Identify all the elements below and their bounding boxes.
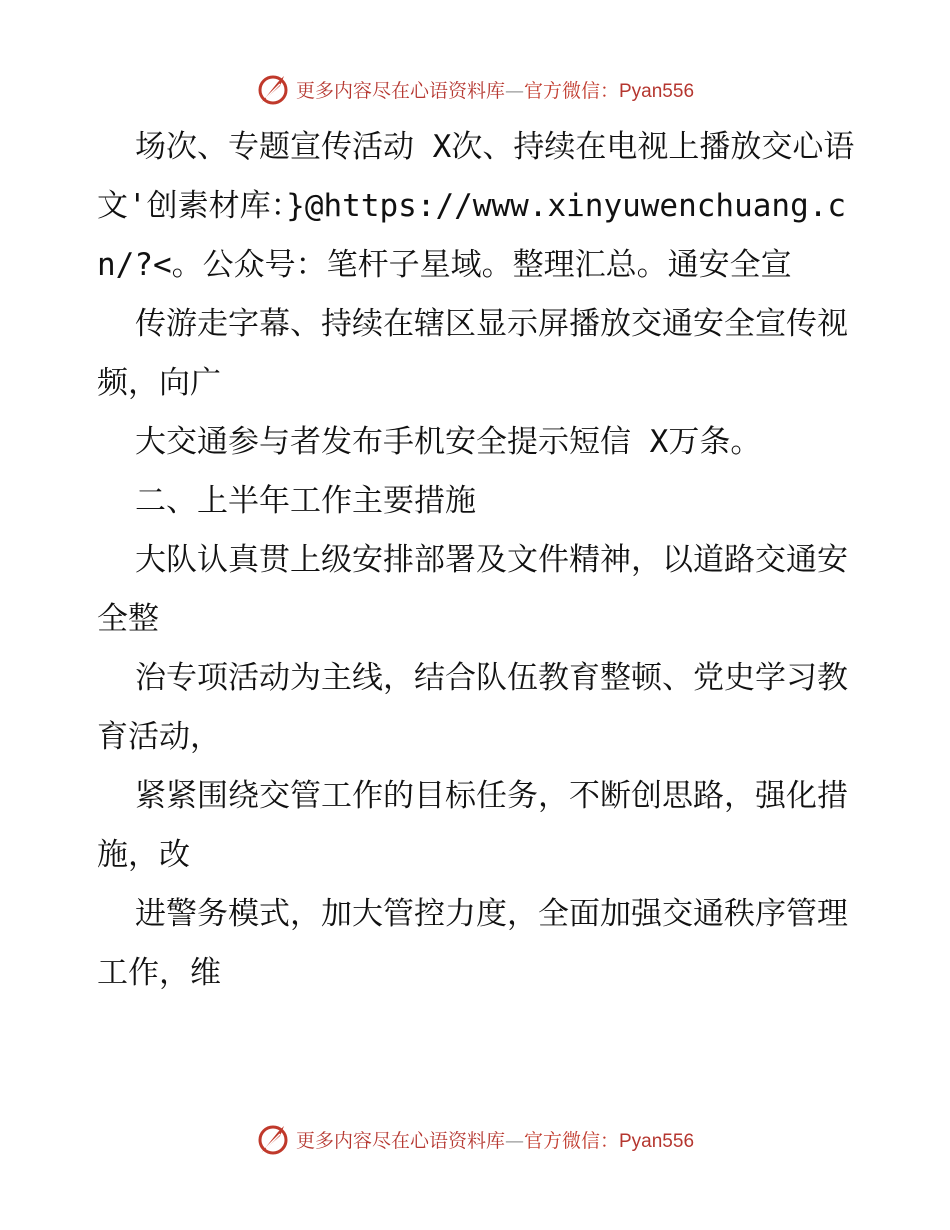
paragraph-6: 治专项活动为主线，结合队伍教育整顿、党史学习教育活动， [97, 660, 848, 755]
paragraph-2: 传游走字幕、持续在辖区显示屏播放交通安全宣传视频，向广 [97, 306, 848, 401]
footer-banner-separator: — [504, 1129, 524, 1152]
paragraph-4-heading: 二、上半年工作主要措施 [135, 483, 476, 519]
footer-banner-main: 更多内容尽在心语资料库 [295, 1129, 505, 1152]
quill-logo-icon [256, 1122, 290, 1156]
footer-banner-handle: Pyan556 [619, 1130, 695, 1152]
header-banner-main: 更多内容尽在心语资料库 [295, 79, 505, 102]
paragraph-7: 紧紧围绕交管工作的目标任务，不断创思路，强化措施，改 [97, 778, 848, 873]
header-banner-text [296, 76, 694, 103]
header-banner-label: 官方微信： [523, 79, 619, 102]
header-banner [0, 72, 950, 106]
footer-banner-label: 官方微信： [523, 1129, 619, 1152]
paragraph-1: 场次、专题宣传活动 X次、持续在电视上播放交心语文'创素材库：}@https://www.xinyuwenchuang.cn/?<。公众号：笔杆子星域。整理汇总。通安全宣 [97, 129, 855, 283]
paragraph-5: 大队认真贯上级安排部署及文件精神，以道路交通安全整 [97, 542, 848, 637]
header-banner-separator: — [504, 79, 524, 102]
paragraph-3: 大交通参与者发布手机安全提示短信 X万条。 [135, 424, 762, 460]
paragraph-8: 进警务模式，加大管控力度，全面加强交通秩序管理工作，维 [97, 896, 848, 991]
header-banner-handle: Pyan556 [619, 80, 695, 102]
document-body [97, 118, 857, 1003]
footer-banner-text [296, 1126, 694, 1153]
footer-banner [0, 1122, 950, 1156]
quill-logo-icon [256, 72, 290, 106]
